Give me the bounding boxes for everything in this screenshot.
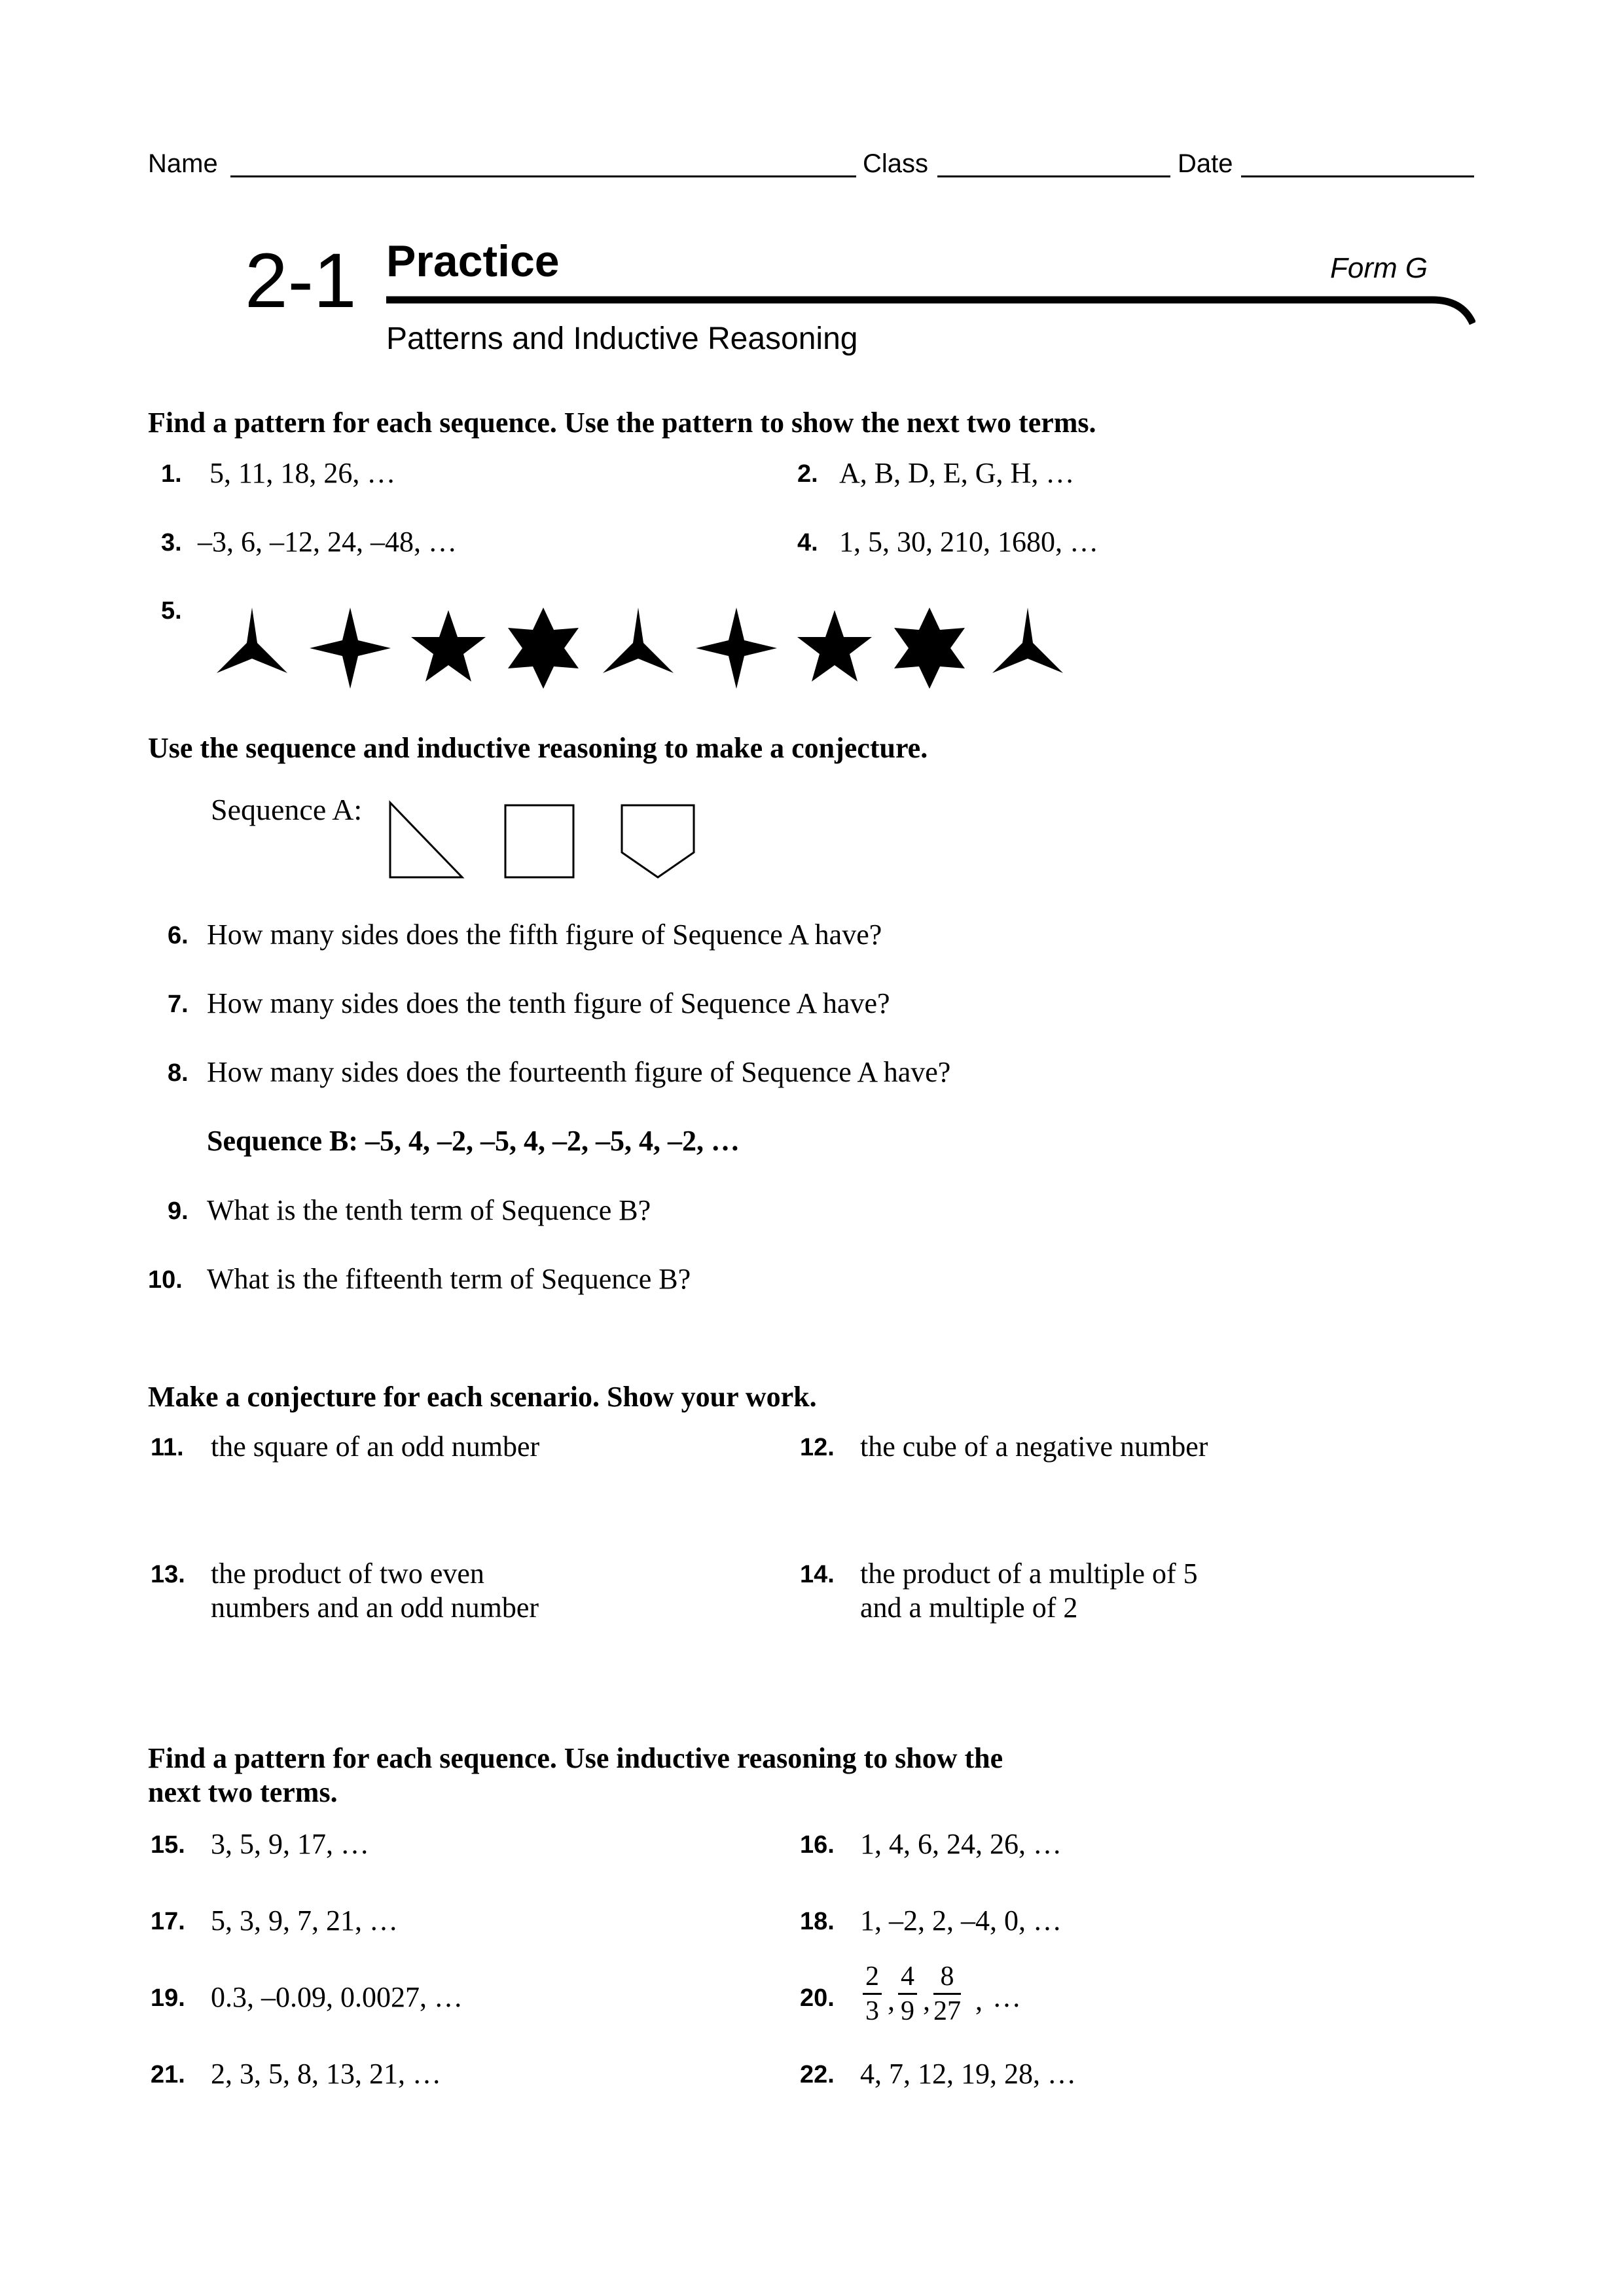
class-label: Class — [863, 149, 929, 178]
sequence-a-figures — [386, 800, 700, 881]
denominator: 27 — [933, 1996, 961, 2026]
item-text: and a multiple of 2 — [860, 1592, 1078, 1624]
item-number: 17. — [151, 1908, 185, 1935]
item-text: –3, 6, –12, 24, –48, … — [198, 526, 457, 558]
numerator: 2 — [863, 1963, 882, 1995]
date-field[interactable] — [1241, 175, 1474, 177]
sequence-b: Sequence B: –5, 4, –2, –5, 4, –2, –5, 4, –2, … — [207, 1125, 740, 1157]
date-label: Date — [1178, 149, 1233, 178]
item-number: 18. — [800, 1908, 835, 1935]
item-number: 11. — [151, 1434, 184, 1461]
item-number: 3. — [161, 529, 182, 556]
four-point-star-icon — [696, 608, 777, 689]
numerator: 4 — [898, 1963, 917, 1995]
item-number: 7. — [168, 991, 189, 1018]
item-text: How many sides does the fourteenth figure of Sequence A have? — [207, 1056, 951, 1088]
item-number: 19. — [151, 1984, 185, 2012]
item-number: 14. — [800, 1561, 835, 1588]
item-number: 8. — [168, 1059, 189, 1087]
tri-star-icon — [603, 608, 674, 673]
class-field[interactable] — [937, 175, 1170, 177]
form-label: Form G — [1330, 252, 1428, 284]
lesson-number: 2-1 — [245, 238, 357, 324]
fraction — [863, 1963, 882, 2025]
fraction-separator: , — [923, 1984, 930, 2016]
item-number: 22. — [800, 2061, 835, 2088]
item-number: 5. — [161, 597, 182, 625]
item-text: the square of an odd number — [211, 1430, 540, 1463]
sequence-a-label: Sequence A: — [211, 793, 363, 826]
item-text: 0.3, –0.09, 0.0027, … — [211, 1981, 463, 2013]
item-text: 1, 4, 6, 24, 26, … — [860, 1828, 1062, 1860]
tri-star-icon — [217, 608, 287, 673]
name-field[interactable] — [230, 175, 856, 177]
section4-directions-cont: next two terms. — [148, 1776, 338, 1808]
numerator: 8 — [933, 1963, 961, 1995]
five-point-star-icon — [797, 610, 872, 682]
page-subtitle: Patterns and Inductive Reasoning — [386, 321, 858, 356]
item-text: What is the tenth term of Sequence B? — [207, 1194, 651, 1226]
denominator: 3 — [865, 1996, 879, 2026]
item-number: 9. — [168, 1197, 189, 1225]
page-title: Practice — [386, 236, 560, 286]
item-text: A, B, D, E, G, H, … — [839, 457, 1075, 489]
item-number: 1. — [161, 460, 182, 488]
fraction — [933, 1963, 961, 2025]
item-number: 15. — [151, 1831, 185, 1859]
item-number: 12. — [800, 1434, 835, 1461]
fraction — [898, 1963, 917, 2025]
tri-star-icon — [992, 608, 1063, 673]
triangle-figure — [390, 803, 462, 877]
item-number: 4. — [797, 529, 818, 556]
item-text: What is the fifteenth term of Sequence B? — [207, 1263, 691, 1295]
item-number: 6. — [168, 922, 189, 949]
item-number: 20. — [800, 1984, 835, 2012]
item-text: 4, 7, 12, 19, 28, … — [860, 2058, 1076, 2090]
section3-directions: Make a conjecture for each scenario. Show your work. — [148, 1381, 817, 1413]
item-number: 16. — [800, 1831, 835, 1859]
item-text: 5, 11, 18, 26, … — [209, 457, 396, 489]
section2-directions: Use the sequence and inductive reasoning to make a conjecture. — [148, 732, 928, 764]
item-text: the product of a multiple of 5 — [860, 1558, 1198, 1590]
item-text: the product of two even — [211, 1558, 484, 1590]
item-text: 2, 3, 5, 8, 13, 21, … — [211, 2058, 441, 2090]
item-text: 1, 5, 30, 210, 1680, … — [839, 526, 1098, 558]
item-number: 21. — [151, 2061, 185, 2088]
fraction-separator: , — [975, 1984, 983, 2016]
name-label: Name — [148, 149, 218, 178]
item-number: 10. — [148, 1266, 183, 1294]
denominator: 9 — [901, 1996, 914, 2026]
item-text: the cube of a negative number — [860, 1430, 1208, 1463]
item-text: 3, 5, 9, 17, … — [211, 1828, 369, 1860]
item-text: 1, –2, 2, –4, 0, … — [860, 1904, 1062, 1937]
six-point-star-icon — [508, 608, 579, 689]
item-text: 5, 3, 9, 7, 21, … — [211, 1904, 398, 1937]
section4-directions: Find a pattern for each sequence. Use inductive reasoning to show the — [148, 1742, 1003, 1774]
item-text: How many sides does the fifth figure of Sequence A have? — [207, 919, 882, 951]
shape-sequence — [209, 602, 1080, 694]
pentagon-figure — [622, 805, 694, 877]
five-point-star-icon — [411, 610, 486, 682]
ellipsis: … — [992, 1981, 1021, 2013]
fraction-separator: , — [888, 1984, 895, 2016]
six-point-star-icon — [894, 608, 965, 689]
item-number: 2. — [797, 460, 818, 488]
item-number: 13. — [151, 1561, 185, 1588]
item-text: How many sides does the tenth figure of Sequence A have? — [207, 987, 890, 1019]
square-figure — [505, 805, 573, 877]
section1-directions: Find a pattern for each sequence. Use the pattern to show the next two terms. — [148, 407, 1096, 439]
four-point-star-icon — [310, 608, 391, 689]
item-text: numbers and an odd number — [211, 1592, 539, 1624]
